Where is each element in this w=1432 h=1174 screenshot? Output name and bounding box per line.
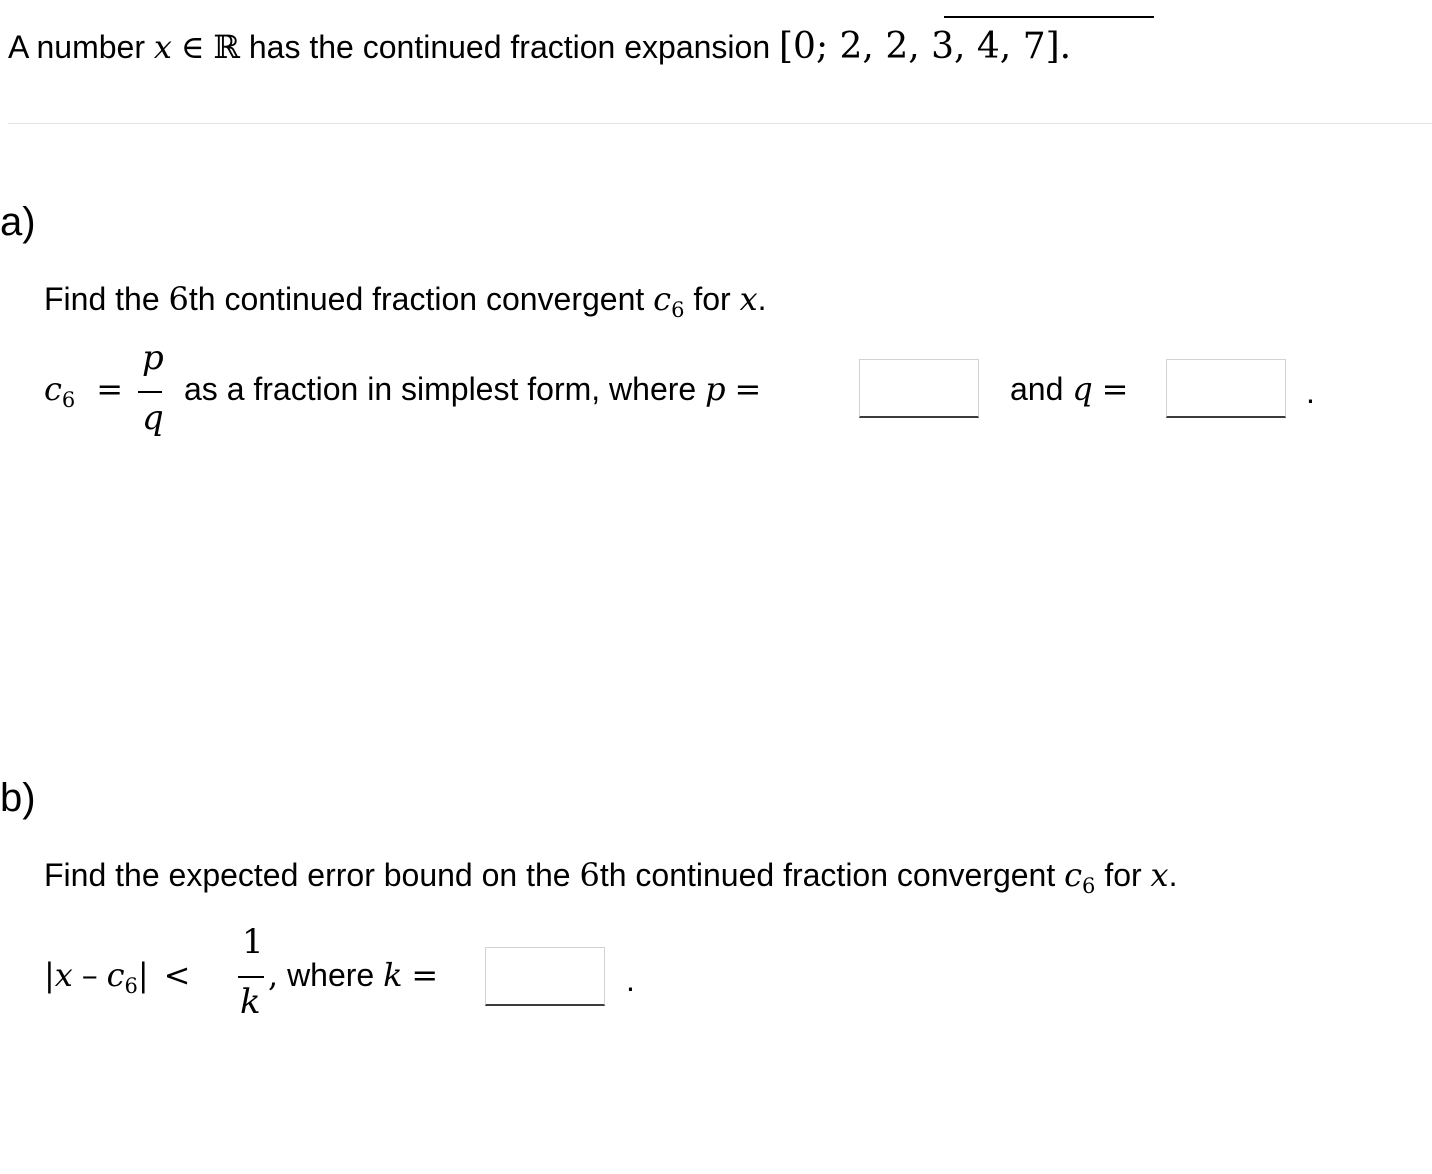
part-b-label: b) [0, 776, 36, 820]
q-answer-input[interactable] [1166, 359, 1286, 418]
fraction-denominator-k: k [240, 982, 261, 1022]
ordinal-number: 6 [579, 856, 600, 894]
intro-cf-close: ]. [1045, 26, 1072, 67]
fraction-numerator-p: p [142, 338, 164, 378]
part-a-label: a) [0, 200, 36, 244]
ordinal-number: 6 [168, 280, 189, 318]
intro-prefix: A number [8, 29, 145, 65]
part-a-end-dot: . [1306, 374, 1315, 410]
intro-middle: has the continued fraction expansion [248, 29, 771, 65]
part-a-text-mid: as a fraction in simplest form, where p = [184, 370, 762, 408]
part-b-question: Find the expected error bound on the 6th continued fraction convergent $c_6$ for x. [44, 856, 1178, 898]
fraction-bar [138, 391, 162, 393]
intro-cf-open: [0; [779, 26, 840, 67]
intro-elem: ∈ [180, 28, 205, 66]
part-a-and-q: and q = [1010, 370, 1129, 408]
part-a-question: Find the 6th continued fraction convergent $c_6$ for x. [44, 280, 767, 322]
period-overline [944, 16, 1154, 18]
divider [8, 123, 1432, 124]
part-b-where-k: , where k = [268, 956, 439, 994]
part-b-end-dot: . [626, 962, 635, 998]
intro-var-x: x [153, 28, 172, 66]
intro-cf-periodic: 2, 2, 3, 4, 7 [839, 26, 1046, 67]
problem-statement [8, 26, 1071, 67]
part-a-c6: $c_6$ = [44, 370, 123, 412]
part-b-inequality: $|x - c_6|$ < [44, 956, 191, 998]
fraction-denominator-q: q [142, 398, 164, 438]
intro-reals: ℝ [213, 28, 240, 66]
fraction-numerator-1: 1 [242, 922, 264, 962]
fraction-bar [238, 976, 264, 978]
k-answer-input[interactable] [485, 947, 605, 1006]
p-answer-input[interactable] [859, 359, 979, 418]
